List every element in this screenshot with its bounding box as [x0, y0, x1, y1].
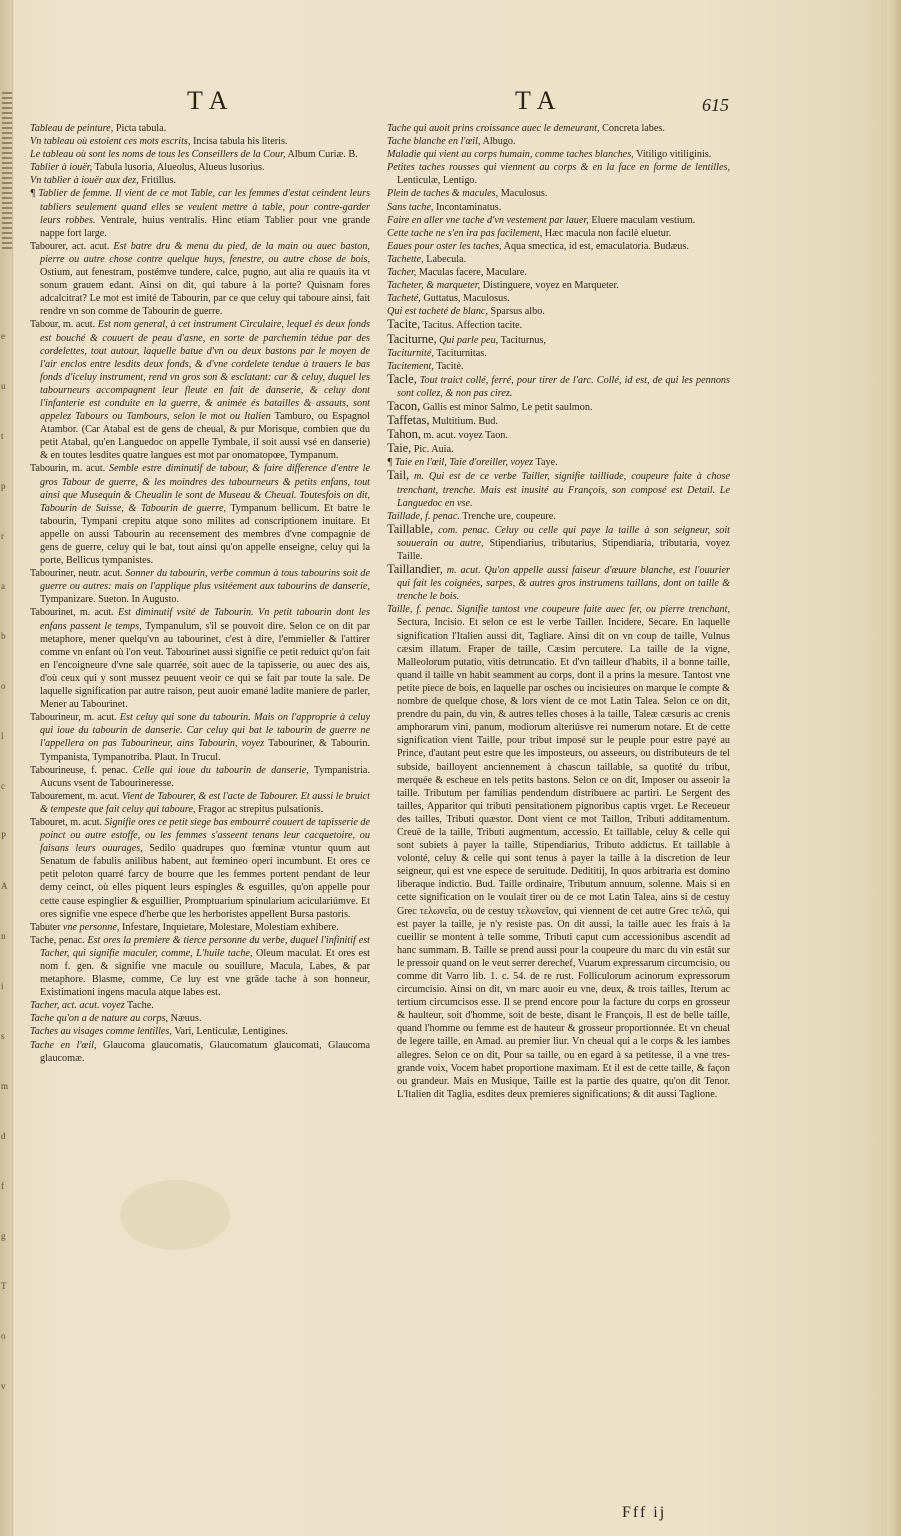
dictionary-entry	[30, 790, 370, 816]
entry-headword: Tahon,	[387, 427, 421, 442]
entry-french-text: Est diminutif vsité de Tabourin. Vn petit tabourin dont les enfans passent le temps,	[40, 607, 370, 632]
facing-page-margin-letters	[1, 0, 12, 1536]
dictionary-entry	[30, 1012, 370, 1025]
entry-headword: Taillandier,	[387, 562, 443, 577]
entry-headword: Tacon,	[387, 398, 421, 413]
entry-french-text: Faire en aller vne tache d'vn vestement par lauer,	[387, 214, 589, 226]
entry-latin-text: Labecula.	[423, 253, 467, 265]
entry-latin-text: Maculosus.	[498, 188, 548, 200]
entry-french-text: Est ores la premiere & tierce personne du verbe, duquel l'infinitif est Tacher, qui signifie maculer, comme, L'huile tache,	[40, 934, 371, 959]
entry-latin-text: Ventrale, huius ventralis. Hinc etiam Tablier pour vne grande nappe fort large.	[40, 214, 370, 239]
entry-latin-text: Tacitè.	[433, 360, 464, 372]
entry-headword: Taie,	[387, 441, 412, 456]
entry-latin-text: Taye.	[533, 457, 558, 469]
entry-latin-text: m. acut. voyez Taon.	[420, 430, 508, 442]
entry-french-text: Semble estre diminutif de tabour, & faire difference d'entre le gros Tabour de guerre, & les moindres des tabourneurs & petits enfans, tout ainsi que Musequin & Cheualin le sont de Museau & Cheual. Toutesfois on dit, Tabourin de Suisse, & Tabourin de guerre,	[40, 463, 370, 514]
dictionary-entry	[387, 413, 730, 428]
dictionary-entry	[30, 1025, 370, 1038]
dictionary-entry	[387, 187, 730, 200]
entry-french-text: Est celuy qui sone du tabourin. Mais on l'approprie à celuy qui ioue du tabourin de danserie. Car celuy qui bat le tabourin de guerre ne l'appellera on pas Tabourineur, ains Tabourin, voyez	[40, 712, 370, 750]
signature-mark: Fff ij	[622, 1504, 667, 1521]
margin-letter: m	[1, 1081, 9, 1091]
entry-latin-text: Tympanum bellicum. Et batre le tabourin, Tympani crepitu atque sono milites ad conscriptionem inuitare. Et appelle on aussi Tabourin au recensement des membres d'vne compagnie de gens de guerre, celuy qui le bat, tout ainsi qu'on appelle enseigne, celuy qui la porte, Bellicus tympanistes.	[40, 502, 370, 567]
entry-headword: Tail,	[387, 468, 410, 483]
entry-latin-text: Stipendiarius, tributarius, Stipendiaria, tributaria, voyez Taille.	[397, 537, 730, 562]
entry-latin-text: Tabouriner, & Tabourin. Tympanista, Tympanotriba. Plaut. In Trucul.	[40, 738, 370, 763]
margin-letter: b	[1, 631, 6, 641]
dictionary-entry	[387, 360, 730, 373]
dictionary-entry	[387, 456, 730, 469]
entry-french-text: Tachette,	[387, 253, 424, 265]
dictionary-entry	[30, 148, 370, 161]
entry-latin-text: Oleum maculat. Et ores est nom f. gen. & signifie vne macule ou souillure, Macula, Labes, & par metaphore. Blasme, comme, Ce luy est vne grãde tache à son honneur, Existimationi ingens macula atque labes est.	[40, 947, 370, 999]
entry-latin-text: Multitium. Bud.	[429, 416, 498, 428]
entry-french-text: Tableau de peinture,	[30, 123, 114, 134]
entry-french-text: Tache qui auoit prins croissance auec le demeurant,	[387, 123, 600, 134]
margin-letter: P	[1, 831, 7, 841]
entry-french-text: Qui est tacheté de blanc,	[387, 306, 488, 318]
entry-french-text: m. acut. Qu'on appelle aussi faiseur d'œuure blanche, est l'ouurier qui fait les coignées, sarpes, & autres gros instrumens taillans, dont on taille & trenche le bois.	[397, 565, 730, 603]
entry-french-text: Signifie ores ce petit siege bas embourré couuert de tapisserie de poinct ou autre estoffe, ou les femmes s'asseent tenans leur cacquetoire, ou faisans leurs ouurages,	[40, 816, 371, 855]
paper-stain	[120, 1180, 230, 1250]
entry-french-text: Tache en l'œil,	[30, 1039, 97, 1051]
entry-headword: Tabourement, m. acut.	[30, 790, 120, 802]
entry-french-text: ¶ Taie en l'œil, Taie d'oreiller, voyez	[387, 457, 534, 469]
margin-letter: a	[1, 581, 5, 591]
dictionary-entry	[387, 441, 730, 456]
dictionary-entry	[387, 510, 730, 523]
margin-letter: r	[1, 531, 4, 541]
dictionary-entry	[30, 764, 371, 790]
dictionary-entry	[387, 253, 730, 266]
entry-headword: Tabourineuse, f. penac.	[30, 764, 128, 776]
entry-french-text: Petites taches rousses qui viennent au corps & en la face en forme de lentilles,	[387, 162, 730, 174]
entry-latin-text: Vari, Lenticulæ, Lentigines.	[171, 1026, 288, 1038]
entry-latin-text: Sedilo quadrupes quo fœminæ vtuntur quum aut Senatum de fabulis anilibus habent, aut fœmineo operi incumbunt. Et ores ce petit peloton quarré farcy de bourre que les femmes portent pendant de leur demy ceinct, où elles piquent leurs espingles & esguilles, qu'on appelle pour cette cause espinglier & esguillier, Promptuarium spinularium aciculariúmve. Et ores signifie vne espece d'herbe que les herboristes appellent Bursa pastoris.	[40, 843, 370, 920]
entry-latin-text: Lenticulæ, Lentigo.	[397, 175, 478, 187]
dictionary-entry	[387, 135, 730, 148]
entry-headword: Tacle,	[387, 371, 417, 386]
dictionary-entry	[387, 347, 730, 360]
entry-headword: Taciturne,	[387, 331, 437, 346]
entry-french-text: Qui parle peu,	[436, 334, 499, 346]
margin-letter: p	[1, 481, 6, 491]
entry-french-text: Tache qu'on a de nature au corps,	[30, 1013, 169, 1025]
dictionary-entry	[387, 292, 730, 305]
dictionary-entry	[387, 214, 730, 227]
dictionary-entry	[30, 999, 370, 1012]
dictionary-entry	[30, 606, 370, 711]
margin-letter: T	[1, 1281, 7, 1291]
margin-letter: f	[1, 1181, 4, 1191]
dictionary-entry	[387, 240, 730, 253]
left-column	[30, 122, 370, 1065]
entry-latin-text: Tamburo, ou Espagnol Atambor. (Car Atabal est de gens de cheual, & pur Morisque, combien que du petit Atabal, qu'en Languedoc on appelle Tymbale, il soit aussi vsé en danserie) & en toutes lesdites quatre langues est mot par onomatopœe, Tympanum.	[40, 411, 370, 462]
margin-letter: g	[1, 1231, 6, 1241]
entry-latin-text: Tympanulum, s'il se pouvoit dire. Selon ce on dit par metaphore, mener quelqu'vn au tabourinet, c'est à dire, l'emmieller & l'attirer comme vn enfant où l'on veut. Tabourinet aussi signifie ce petit reduict qu'on fait en l'encoigneure d'vne sale quarrée, soit auec de la tapisserie, ou auec des ais, d'où ceux qui y sont mussez peuuent veoir ce qui se fait par toute la sale. De laquelle signification par autre raison, peut auoir emané ladite maniere de parler, Mener au Tabourinet.	[40, 620, 370, 711]
dictionary-entry	[30, 462, 370, 567]
entry-french-text: Taille, f. penac. Signifie tantost vne coupeure faite auec fer, ou pierre trenchant,	[387, 604, 730, 616]
entry-latin-text: Sectura, Incisio. Et selon ce est le verbe Tailler. Incidere, Secare. En laquelle signification l'Italien aussi dit, Tagliare. Ainsi dit on vn coup de taille, Vulnus cæsim illatum. Fraper de taille, Cæsim percutere. La taille de la vigne, Malleolorum putatio, vitis detruncatio. Et d'vn tailleur d'habits, il a bonne taille, quand il taille vn habit seamment au corps, dont il a prins la mesure. Tantost vne petite piece de bois, en laquelle par osches ou incisieures on marque le compte & nombre de quelque chose, & lors vient de ce mot Latin Talea. Selon ce on dit, prendre du pain, du vin, & autres telles choses à la taille, Taleæ cæsuris ac crenis amphorarum vini, panum, modiorum alteriúsve rei numerum notare. Et de cette signification vient Taille, pour tribut imposé sur le peuple pour estre payé au Prince, d'autant peut estre que les imposteurs, ou asseeurs, ou distributeurs de tel subside, bailloyent anciennement à chascun taillable, sa quotité du tribut, merquée & escheue en tels petits bastons. Selon ce on dit, Imposer ou asseoir la taille. Tributum per familias pendendum distribuere ac partiri. Le Sergent des tailles, Apparitor qui tributi pensitationem pignoribus captis vrget. Le Receueur des tailles, Tributi quæstor. Dont vient ce mot Taillon, Tributi additamentum. Creuë de la taille, Tributi augmentum, accessio. Et taillable, celuy & celle qui sont subiets à payer la taille, Stipendiarius, Tributo addictus. Et taillable à volonté, celuy & celle qui sont tenus à payer la taille à la discretion de leur seigneur, qui est vne espece de seruitude. Dedititij, In quos arbitraria est domino liberaque indictio. Bud. Taille ordinaire, Tributum annuum, solenne. Mais si en cette signification on le voulait tirer ou de ce mot Latin Talea, ains si de cestuy Grec τελωνεῖα, ou de cestuy τελωνεῖον, qui viennent de cet autre Grec τελῶ, qui est payer la taille, je n'y resiste pas. On dit aussi, la taille auec les frais à la cueillir se montent à telle somme, Tributi caput cum accessionibus ascendit ad hanc summam. B. Taille se prend aussi pour la coupeure du marc du vin estãt sur le pressoir quand on le veut serrer derechef, Vuarum expressarum circumcisio, ou comme dit Varro lib. 1. c. 54. de re rust. Folliculorum acinorum expressorum circumcisio. Ainsi on dit, vn marc auoir eu vne, deux, & trois tailles, Iterum ac tertium circumcisos esse. Il se prend encore pour la facture du corps en grosseur & haulteur, soit d'homme, soit de beste, disant le François, Il est de belle taille, quand l'homme ou femme est de hauteur & grosseur proportionnée. Et vn cheual de legere taille, en Amad. au premier liur. Vn cheual qui a le corps & les iambes allegres. Selon ce on dit, Pour sa taille, ou en egard à sa petitesse, il a vne tres-grande voix, Vocem habet proportione maximam. Et il est de cette taille, & façon ou grandeur. Mais en Musique, Taille est la partie des quatre, qu'on dit Tenor. L'Italien dit Taglia, esdites deux premieres significations; & dit aussi Taglione.	[397, 617, 730, 1100]
entry-french-text: Vn tableau où estoient ces mots escrits,	[30, 136, 191, 148]
dictionary-entry	[30, 1039, 370, 1065]
entry-french-text: Plein de taches & macules,	[387, 188, 499, 200]
entry-french-text: Tacitement,	[387, 360, 434, 372]
entry-french-text: Le tableau où sont les noms de tous les Conseillers de la Cour,	[30, 149, 286, 161]
entry-latin-text: Tache.	[124, 1000, 154, 1012]
dictionary-entry	[387, 521, 730, 563]
margin-letter: o	[1, 1331, 6, 1341]
entry-french-text: Tacher,	[387, 267, 417, 279]
dictionary-entry	[387, 371, 730, 400]
entry-french-text: Tablier à iouër,	[30, 162, 93, 174]
entry-french-text: Maladie qui vient au corps humain, comme taches blanches,	[387, 149, 634, 161]
entry-latin-text: Tacitus. Affection tacite.	[420, 320, 523, 332]
entry-french-text: ¶ Tablier de femme. Il vient de ce mot Table, car les femmes d'estat ceindent leurs tabliers seulement quand elles se veulent mettre à table, pour contre-garder leurs robbes.	[30, 188, 370, 226]
dictionary-entry	[30, 187, 370, 239]
entry-latin-text: Glaucoma glaucomatis, Glaucomatum glaucomati, Glaucoma glaucomæ.	[40, 1039, 370, 1064]
entry-latin-text: Vitiligo vitiliginis.	[633, 149, 712, 161]
entry-french-text: Eaues pour oster les taches,	[387, 240, 502, 252]
dictionary-entry	[387, 398, 730, 414]
entry-latin-text: Næuus.	[168, 1013, 202, 1025]
dictionary-entry	[30, 711, 370, 763]
entry-headword: Tabourinet, m. acut.	[30, 607, 114, 619]
entry-headword: Tabouret, m. acut.	[30, 816, 102, 828]
dictionary-entry	[387, 266, 730, 279]
dictionary-entry	[30, 161, 370, 174]
entry-french-text: Tout traict collé, ferré, pour tirer de l'arc. Collé, id est, de qui les pennons sont collez, & non pas cirez.	[397, 374, 730, 399]
entry-latin-text: Albugo.	[480, 136, 516, 148]
entry-headword: Tabour, m. acut.	[30, 319, 95, 331]
entry-latin-text: Concreta labes.	[599, 123, 665, 134]
entry-french-text: vne personne,	[60, 921, 120, 933]
page-right-edge	[887, 0, 901, 1536]
margin-letter: i	[1, 981, 4, 991]
running-head-left: TA	[187, 86, 236, 115]
dictionary-entry	[387, 201, 730, 214]
dictionary-entry	[387, 148, 730, 161]
margin-letter: c	[1, 781, 5, 791]
margin-letter: s	[1, 1031, 5, 1041]
entry-latin-text: Tympanistria. Aucuns vsent de Tabourineresse.	[40, 764, 371, 789]
margin-letter: o	[1, 681, 6, 691]
margin-letter: A	[1, 881, 8, 891]
dictionary-entry	[30, 816, 371, 921]
dictionary-entry	[30, 240, 370, 319]
dictionary-entry	[387, 331, 730, 347]
entry-latin-text: Trenche ure, coupeure.	[459, 510, 556, 522]
dictionary-entry	[30, 934, 371, 999]
dictionary-entry	[387, 122, 730, 135]
entry-french-text: Tacher, act. acut. voyez	[30, 1000, 125, 1012]
entry-latin-text: Eluere maculam vestium.	[588, 214, 696, 226]
entry-latin-text: Sparsus albo.	[488, 306, 545, 318]
entry-latin-text: Tabula lusoria, Alueolus, Alueus lusorius.	[92, 162, 265, 174]
entry-latin-text: Guttatus, Maculosus.	[420, 293, 510, 305]
dictionary-entry	[387, 562, 730, 603]
entry-latin-text: Gallis est minor Salmo, Le petit saulmon.	[420, 401, 593, 413]
margin-letter: n	[1, 931, 6, 941]
entry-french-text: Cette tache ne s'en ira pas facilement,	[387, 227, 543, 239]
entry-french-text: Tacheter, & marqueter,	[387, 280, 481, 292]
margin-letter: t	[1, 431, 4, 441]
entry-latin-text: Pic. Auia.	[411, 444, 454, 456]
entry-latin-text: Taciturnitas.	[433, 347, 487, 359]
margin-letter: l	[1, 731, 4, 741]
entry-latin-text: Fragor ac strepitus pulsationis.	[195, 803, 324, 815]
entry-latin-text: Distinguere, voyez en Marqueter.	[480, 280, 619, 292]
entry-headword: Tabourin, m. acut.	[30, 463, 106, 475]
entry-french-text: Vn tablier à iouër aux dez,	[30, 175, 139, 187]
entry-french-text: Est nom general, à cet instrument Circulaire, lequel és deux fonds est bouché & couuert de peau d'asne, en sorte de parchemin tédue par des cordelettes, tout autour, laquelle batue d'vn ou deux bastons par le moyen de l'air enclos entre lesdits deux fonds, & d'vne cordelete tendue à trauers le bas fonds d'iceluy instrument, rend vn gros son & esclatant: car & celuy, duquel les tabourneurs accompagnent leur fleute en fait de danserie, & celuy dont l'infanterie est conduite en la guerre, & animée és batailles & assauts, sont appelez Tabours ou Tambours, selon le mot ou Italien	[40, 319, 370, 423]
entry-french-text: Tache blanche en l'œil,	[387, 136, 481, 148]
entry-latin-text: Infestare, Inquietare, Molestare, Molestiam exhibere.	[119, 921, 339, 933]
entry-latin-text: Maculas facere, Maculare.	[416, 267, 527, 279]
dictionary-entry	[30, 318, 370, 462]
dictionary-entry	[30, 122, 370, 135]
entry-latin-text: Incisa tabula his literis.	[190, 136, 288, 148]
margin-letter: d	[1, 1131, 6, 1141]
entry-french-text: Sonner du tabourin, verbe commun à tous tabourins soit de guerre ou autres: mais on l'applique plus vsitéement aux tabourins de danserie,	[40, 568, 370, 593]
entry-latin-text: Aqua smectica, id est, emaculatoria. Budæus.	[501, 240, 689, 252]
dictionary-entry	[387, 305, 730, 318]
dictionary-entry	[387, 279, 730, 292]
entry-french-text: Vient de Tabourer, & est l'acte de Tabourer. Et aussi le bruict & tempeste que fait celuy qui taboure,	[40, 790, 370, 815]
entry-french-text: Est batre dru & menu du pied, de la main ou auec baston, pierre ou autre chose contre quelque huys, fenestre, ou autre chose de bois,	[40, 240, 370, 265]
dictionary-entry	[387, 317, 730, 332]
entry-french-text: Sans tache,	[387, 201, 434, 213]
entry-headword: Tache, penac.	[30, 934, 85, 946]
entry-headword: Tacite,	[387, 317, 421, 332]
entry-latin-text: Incontaminatus.	[433, 201, 502, 213]
entry-headword: Taffetas,	[387, 413, 430, 428]
margin-letter: e	[1, 331, 5, 341]
page-number: 615	[702, 95, 729, 115]
dictionary-entry	[387, 603, 730, 1101]
entry-latin-text: Ostium, aut fenestram, postémve tundere, calce, pugno, aut alia re quauis ita vt sonum grauem edant. Ainsi on dit, qui tabure à la porte? Quisnam fores adcalcitrat? Le mot est imité de Tabourin, par ce que celuy qui taboure ainsi, fait rendre vn son comme de Tabourin de guerre.	[40, 267, 370, 318]
dictionary-entry	[387, 227, 730, 240]
entry-latin-text: Taciturnus,	[498, 334, 546, 346]
entry-headword: Tabouriner, neutr. acut.	[30, 568, 123, 580]
entry-headword: Taillable,	[387, 521, 434, 536]
running-head-right: TA	[515, 86, 564, 115]
entry-french-text: Taches au visages comme lentilles,	[30, 1026, 172, 1038]
entry-latin-text: Fritillus.	[138, 175, 177, 187]
entry-headword: Tabourineur, m. acut.	[30, 712, 117, 724]
entry-latin-text: Tympanizare. Sueton. In Augusto.	[40, 594, 180, 606]
entry-latin-text: Hæc macula non facilè eluetur.	[542, 227, 672, 239]
dictionary-entry	[30, 567, 370, 606]
entry-french-text: Celle qui ioue du tabourin de danserie,	[127, 764, 309, 776]
dictionary-entry	[30, 135, 370, 148]
entry-french-text: com. penac. Celuy ou celle qui paye la taille à son seigneur, soit souuerain ou autre,	[397, 524, 730, 549]
dictionary-entry	[30, 921, 370, 934]
dictionary-entry	[30, 174, 370, 187]
dictionary-entry	[387, 161, 730, 187]
entry-latin-text: Picta tabula.	[113, 123, 167, 134]
margin-letter: v	[1, 1381, 6, 1391]
margin-letter: u	[1, 381, 6, 391]
entry-headword: Tabourer, act. acut.	[30, 240, 110, 252]
dictionary-entry	[387, 468, 730, 509]
entry-headword: Tabuter	[30, 921, 61, 933]
entry-latin-text: Album Curiæ. B.	[285, 149, 358, 161]
entry-french-text: m. Qui est de ce verbe Tailler, signifie tailliade, coupeure faite à chose trenchant, trenche. Mais est inusité au François, son composé est Detail. Le Languedoc en vse.	[397, 471, 730, 509]
entry-french-text: Taillade, f. penac.	[387, 510, 460, 522]
right-column	[387, 122, 730, 1101]
entry-french-text: Tacheté,	[387, 293, 421, 305]
entry-french-text: Taciturnité,	[387, 347, 434, 359]
dictionary-entry	[387, 427, 730, 442]
